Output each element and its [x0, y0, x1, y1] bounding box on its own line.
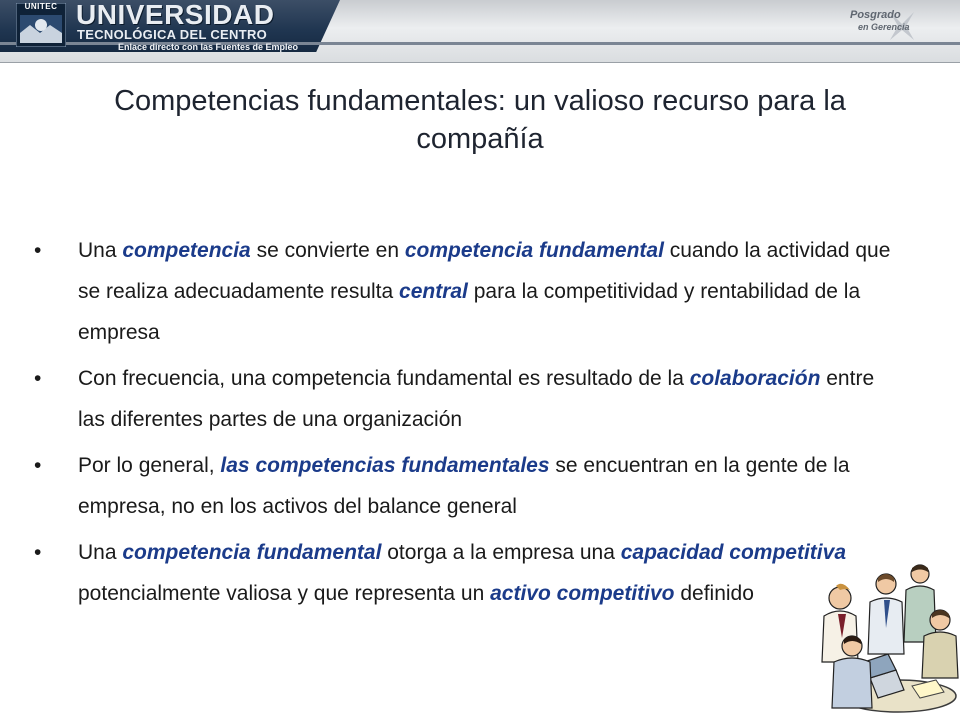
emphasized-term: competencia fundamental	[122, 541, 382, 564]
logo-abbreviation: UNITEC	[24, 2, 58, 11]
bullet-item	[34, 358, 894, 440]
bullet-marker: •	[34, 454, 42, 477]
slide-title-line2: compañía	[416, 123, 544, 155]
bullet-item	[34, 445, 894, 527]
program-label-line1: Posgrado	[850, 9, 901, 21]
bullet-text: Una	[78, 239, 123, 262]
university-name: UNIVERSIDAD	[76, 0, 275, 30]
emphasized-term: competencia	[122, 239, 251, 262]
bullet-marker: •	[34, 239, 42, 262]
bullet-text: se convierte en	[250, 239, 405, 262]
bullet-marker: •	[34, 367, 42, 390]
bullet-text: Por lo general,	[78, 454, 221, 477]
bullet-text: potencialmente valiosa y que representa un	[78, 582, 491, 605]
header-banner	[0, 0, 960, 63]
bullet-text: se encuentran en la gente de la empresa, no en los activos del balance general	[78, 454, 850, 518]
emphasized-term: competencia fundamental	[404, 239, 664, 262]
bullet-item	[34, 532, 894, 614]
emphasized-term: colaboración	[689, 367, 821, 390]
bullet-text: entre las diferentes partes de una organización	[78, 367, 875, 431]
team-meeting-clipart-icon	[812, 558, 960, 718]
bullet-text: para la competitividad y rentabilidad de la empresa	[78, 280, 861, 344]
emphasized-term: central	[399, 280, 468, 303]
bullet-text: Una	[78, 541, 123, 564]
bullet-list	[34, 230, 894, 619]
university-subtitle: TECNOLÓGICA DEL CENTRO	[77, 27, 268, 42]
bullet-marker: •	[34, 541, 42, 564]
bullet-text: otorga a la empresa una	[381, 541, 621, 564]
emphasized-term: las competencias fundamentales	[220, 454, 550, 477]
emphasized-term: activo competitivo	[490, 582, 675, 605]
bullet-item	[34, 230, 894, 353]
slide-title	[40, 82, 920, 158]
bullet-text: Con frecuencia, una competencia fundamental es resultado de la	[78, 367, 690, 390]
program-label-line2: en Gerencia	[858, 22, 910, 32]
emphasized-term: capacidad competitiva	[620, 541, 846, 564]
bullet-text: cuando la actividad que se realiza adecuadamente resulta	[78, 239, 891, 303]
slide-title-line1: Competencias fundamentales: un valioso recurso para la	[114, 85, 846, 117]
bullet-text: definido	[674, 582, 754, 605]
university-tagline: Enlace directo con las Fuentes de Empleo	[118, 42, 299, 52]
